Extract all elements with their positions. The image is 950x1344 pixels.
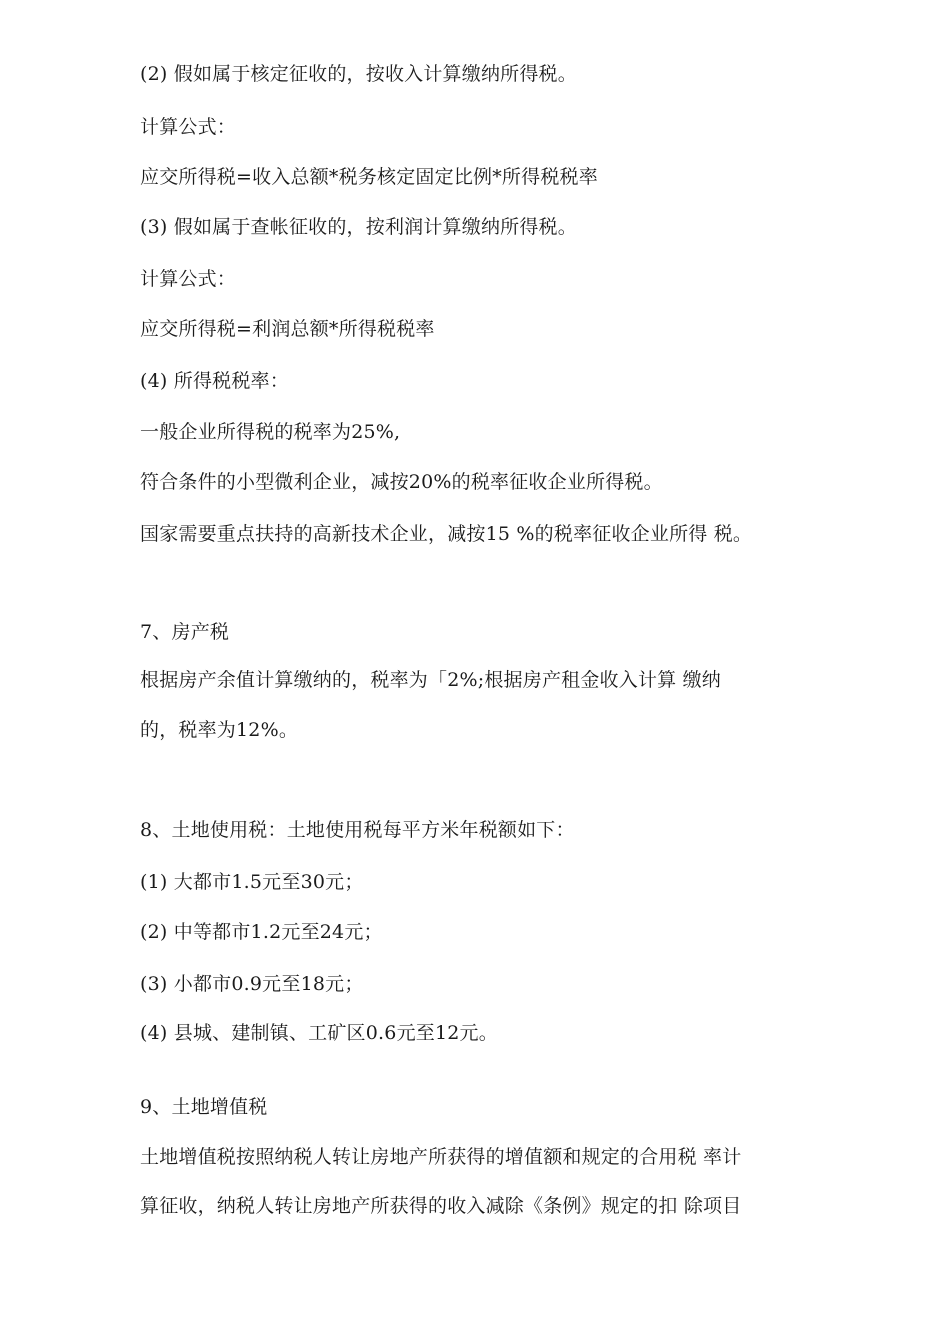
section-heading-land-use-tax: 8、土地使用税：土地使用税每平方米年税额如下： — [140, 819, 575, 841]
text-line-land-use-county: (4) 县城、建制镇、工矿区0.6元至12元。 — [140, 1022, 498, 1044]
text-line-property-tax-2: 的，税率为12%。 — [140, 719, 299, 741]
section-heading-property-tax: 7、房产税 — [140, 621, 230, 643]
text-line-formula-heading-2: 计算公式： — [140, 268, 237, 290]
text-line-tax-rate-heading: (4) 所得税税率： — [140, 370, 289, 392]
text-line-land-vat-2: 算征收，纳税人转让房地产所获得的收入减除《条例》规定的扣 除项目 — [140, 1195, 742, 1217]
text-line-general-rate: 一般企业所得税的税率为25%, — [140, 421, 401, 443]
text-line-small-enterprise: 符合条件的小型微利企业，减按20%的税率征收企业所得税。 — [140, 471, 663, 493]
text-line-land-use-small-city: (3) 小都市0.9元至18元； — [140, 973, 364, 995]
text-line-formula-profit: 应交所得税=利润总额*所得税税率 — [140, 318, 435, 340]
text-line-formula-income: 应交所得税=收入总额*税务核定固定比例*所得税税率 — [140, 166, 598, 188]
text-line-calc-basis-3: (3) 假如属于查帐征收的，按利润计算缴纳所得税。 — [140, 216, 577, 238]
text-line-formula-heading-1: 计算公式： — [140, 116, 237, 138]
section-heading-land-vat: 9、土地增值税 — [140, 1096, 268, 1118]
text-line-property-tax-1: 根据房产余值计算缴纳的，税率为「2%;根据房产租金收入计算 缴纳 — [140, 669, 721, 691]
text-line-land-use-big-city: (1) 大都市1.5元至30元； — [140, 871, 364, 893]
text-line-calc-basis-2: (2) 假如属于核定征收的，按收入计算缴纳所得税。 — [140, 63, 577, 85]
text-line-high-tech: 国家需要重点扶持的高新技术企业，减按15 %的税率征收企业所得 税。 — [140, 523, 753, 545]
text-line-land-use-mid-city: (2) 中等都市1.2元至24元； — [140, 921, 383, 943]
text-line-land-vat-1: 土地增值税按照纳税人转让房地产所获得的增值额和规定的合用税 率计 — [140, 1146, 742, 1168]
